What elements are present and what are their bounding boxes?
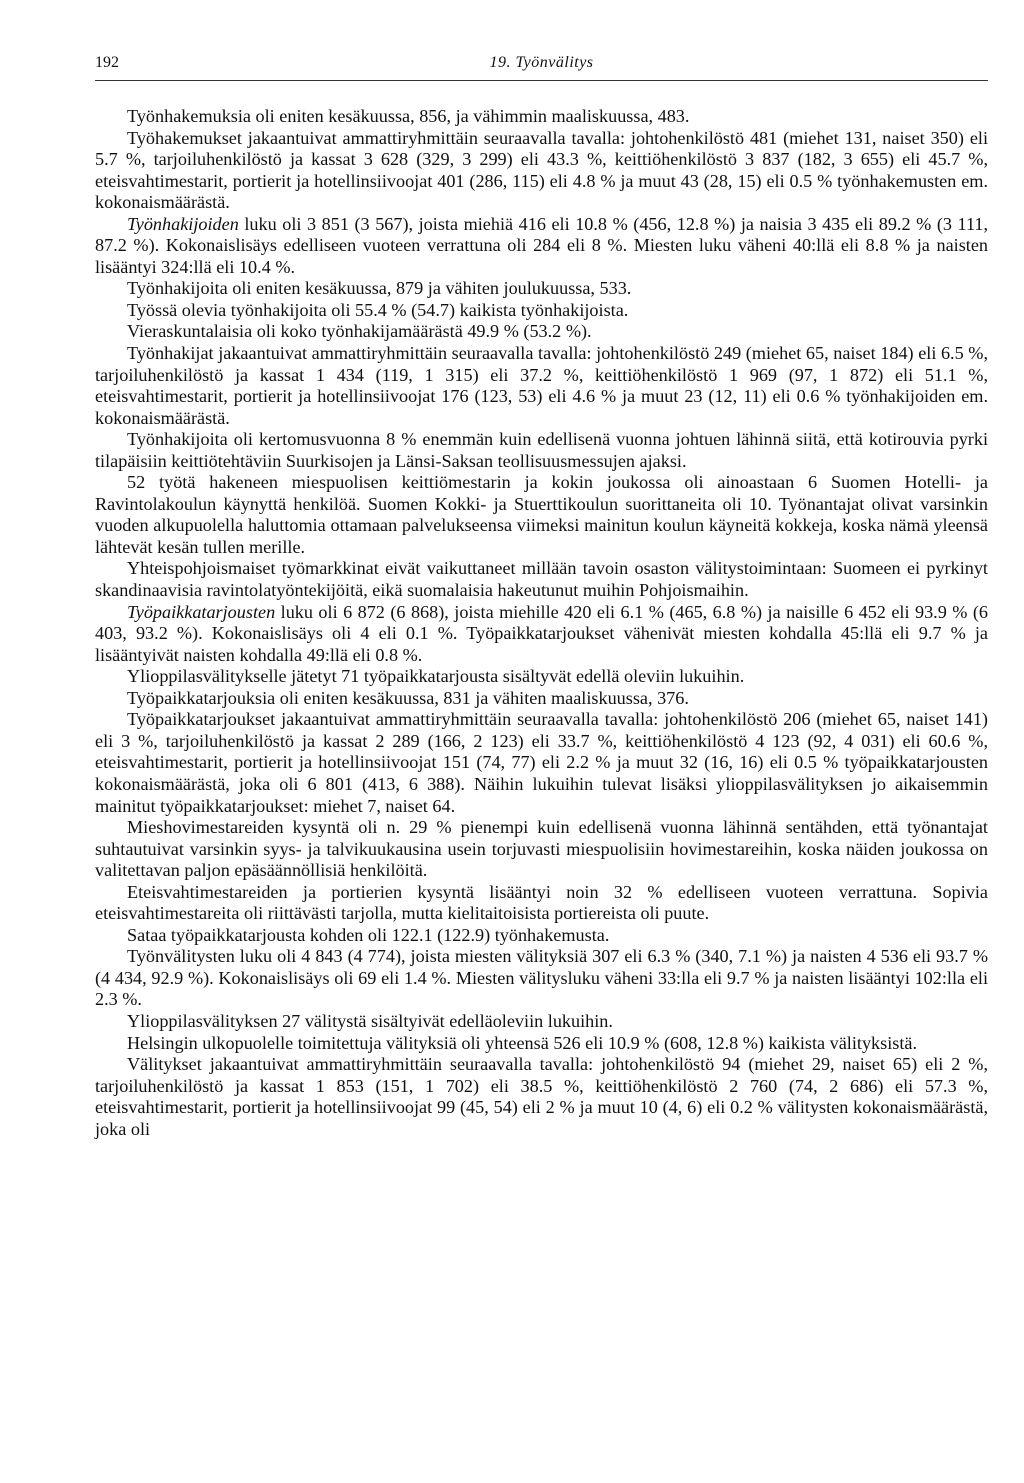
paragraph-text: Työpaikkatarjouksia oli eniten kesäkuussa, 831 ja vähiten maaliskuussa, 376.: [127, 687, 689, 708]
paragraph: [95, 300, 988, 322]
paragraph-text: Ylioppilasvälitykselle jätetyt 71 työpaikkatarjousta sisältyvät edellä oleviin lukuihin.: [127, 666, 745, 687]
paragraph: [95, 321, 988, 343]
paragraph-text: Sataa työpaikkatarjousta kohden oli 122.1 (122.9) työnhakemusta.: [127, 924, 610, 945]
paragraph: [95, 558, 988, 601]
paragraph-text: Työssä olevia työnhakijoita oli 55.4 % (54.7) kaikista työnhakijoista.: [127, 299, 629, 320]
paragraph-text: Ylioppilasvälityksen 27 välitystä sisältyivät edelläoleviin lukuihin.: [127, 1010, 613, 1031]
paragraph-text: Yhteispohjoismaiset työmarkkinat eivät vaikuttaneet millään tavoin osaston välitystoimintaan: Suomeen ei pyrkinyt skandinaavisia ravintolatyöntekijöitä, eikä suomalaisia hakeutunut muihin Pohjoismaihin.: [95, 558, 988, 601]
paragraph-text: 52 työtä hakeneen miespuolisen keittiömestarin ja kokin joukossa oli ainoastaan 6 Suomen Hotelli- ja Ravintolakoulun käynyttä henkilöä. Suomen Kokki- ja Stuerttikoulun suorittaneita oli 10. Työnantajat olivat varsinkin vuoden alkupuolella haluttomia ottamaan palvelukseensa viimeksi mainitun koulun käyneitä kokkeja, koska nämä yleensä lähtevät kesän tullen merille.: [95, 472, 988, 557]
paragraph: [95, 817, 988, 882]
running-head: 19. Työnvälitys: [489, 54, 594, 71]
paragraph-text: Työnhakijoita oli kertomusvuonna 8 % enemmän kuin edellisenä vuonna johtuen lähinnä siitä, että kotirouvia pyrki tilapäisiin keittiötehtäviin Suurkisojen ja Länsi-Saksan teollisuusmessujen ajaksi.: [95, 429, 988, 471]
paragraph: [95, 106, 988, 128]
paragraph-text: luku oli 6 872 (6 868), joista miehille 420 eli 6.1 % (465, 6.8 %) ja naisille 6 452 eli 93.9 % (6 403, 93.2 %). Kokonaislisäys oli 4 eli 0.1 %. Työpaikkatarjoukset vähenivät miesten kohdalla 45:llä eli 9.7 % ja lisääntyivät naisten kohdalla 49:llä eli 0.8 %.: [95, 601, 988, 665]
paragraph: [95, 343, 988, 429]
paragraph: [95, 925, 988, 947]
paragraph-text: Eteisvahtimestareiden ja portierien kysyntä lisääntyi noin 32 % edelliseen vuoteen verrattuna. Sopivia eteisvahtimestareita oli riittävästi tarjolla, mutta kielitaitoisista portiereista oli puute.: [95, 881, 988, 924]
paragraph-lead-term: Työnhakijoiden: [127, 213, 239, 234]
paragraph: [95, 882, 988, 925]
document-page: [95, 52, 988, 1140]
paragraph-text: Vieraskuntalaisia oli koko työnhakijamäärästä 49.9 % (53.2 %).: [127, 321, 592, 342]
paragraph-text: Työhakemukset jakaantuivat ammattiryhmittäin seuraavalla tavalla: johtohenkilöstö 481 (miehet 131, naiset 350) eli 5.7 %, tarjoiluhenkilöstö ja kassat 3 628 (329, 3 299) eli 43.3 %, keittiöhenkilöstö 3 837 (182, 3 655) eli 45.7 %, eteisvahtimestarit, portierit ja hotellinsiivoojat 401 (286, 115) eli 4.8 % ja muut 43 (28, 15) eli 0.5 % työnhakemusten em. kokonaismäärästä.: [95, 127, 988, 213]
paragraph-lead-term: Työpaikkatarjousten: [127, 601, 276, 622]
paragraph-text: Työpaikkatarjoukset jakaantuivat ammattiryhmittäin seuraavalla tavalla: johtohenkilöstö 206 (miehet 65, naiset 141) eli 3 %, tarjoiluhenkilöstö ja kassat 2 289 (166, 2 123) eli 33.7 %, keittiöhenkilöstö 4 123 (92, 4 031) eli 60.6 %, eteisvahtimestarit, portierit ja hotellinsiivoojat 151 (74, 77) eli 2.2 % ja muut 32 (16, 16) eli 0.5 % työpaikkatarjousten kokonaismäärästä, joka oli 6 801 (413, 6 388). Näihin lukuihin tulevat lisäksi ylioppilasvälityksen jo aikaisemmin mainitut työpaikkatarjoukset: miehet 7, naiset 64.: [95, 709, 988, 816]
paragraph-text: Mieshovimestareiden kysyntä oli n. 29 % pienempi kuin edellisenä vuonna lähinnä sentähden, että työnantajat suhtautuivat varsinkin syys- ja talvikuukausina usein torjuvasti miespuolisiin hovimestareihin, koska näiden joukossa on valitettavan paljon epäsäännöllisiä henkilöitä.: [95, 817, 988, 881]
paragraph: [95, 1011, 988, 1033]
paragraph: [95, 602, 988, 667]
paragraph-text: luku oli 3 851 (3 567), joista miehiä 416 eli 10.8 % (456, 12.8 %) ja naisia 3 435 eli 89.2 % (3 111, 87.2 %). Kokonaislisäys edelliseen vuoteen verrattuna oli 284 eli 8 %. Miesten luku väheni 40:llä eli 8.8 % ja naisten lisääntyi 324:llä eli 10.4 %.: [95, 213, 988, 277]
paragraph: [95, 128, 988, 214]
paragraph-text: Työnvälitysten luku oli 4 843 (4 774), joista miesten välityksiä 307 eli 6.3 % (340, 7.1 %) ja naisten 4 536 eli 93.7 % (4 434, 92.9 %). Kokonaislisäys oli 69 eli 1.4 %. Miesten välitysluku väheni 33:lla eli 9.7 % ja naisten lisääntyi 102:lla eli 2.3 %.: [95, 946, 988, 1010]
document-body: [95, 106, 988, 1140]
paragraph: [95, 278, 988, 300]
paragraph: [95, 946, 988, 1011]
page-header: [95, 52, 988, 81]
paragraph-text: Työnhakijoita oli eniten kesäkuussa, 879 ja vähiten joulukuussa, 533.: [127, 278, 632, 299]
paragraph-text: Välitykset jakaantuivat ammattiryhmittäin seuraavalla tavalla: johtohenkilöstö 94 (miehet 29, naiset 65) eli 2 %, tarjoiluhenkilöstö ja kassat 1 853 (151, 1 702) eli 38.5 %, keittiöhenkilöstö 2 760 (74, 2 686) eli 57.3 %, eteisvahtimestarit, portierit ja hotellinsiivoojat 99 (45, 54) eli 2 % ja muut 10 (4, 6) eli 0.2 % välitysten kokonaismäärästä, joka oli: [95, 1054, 988, 1139]
paragraph: [95, 709, 988, 817]
paragraph-text: Helsingin ulkopuolelle toimitettuja välityksiä oli yhteensä 526 eli 10.9 % (608, 12.8 %) kaikista välityksistä.: [127, 1032, 918, 1053]
paragraph-text: Työnhakijat jakaantuivat ammattiryhmittäin seuraavalla tavalla: johtohenkilöstö 249 (miehet 65, naiset 184) eli 6.5 %, tarjoiluhenkilöstö ja kassat 1 434 (119, 1 315) eli 37.2 %, keittiöhenkilöstö 1 969 (97, 1 872) eli 51.1 %, eteisvahtimestarit, portierit ja hotellinsiivoojat 176 (123, 53) eli 4.6 % ja muut 23 (12, 11) eli 0.6 % työnhakijoiden em. kokonaismäärästä.: [95, 343, 988, 428]
paragraph: [95, 1033, 988, 1055]
paragraph: [95, 666, 988, 688]
paragraph-text: Työnhakemuksia oli eniten kesäkuussa, 856, ja vähimmin maaliskuussa, 483.: [127, 106, 690, 126]
paragraph: [95, 472, 988, 558]
paragraph: [95, 429, 988, 472]
paragraph: [95, 1054, 988, 1140]
paragraph: [95, 688, 988, 710]
paragraph: [95, 214, 988, 279]
page-number: 192: [95, 54, 119, 71]
